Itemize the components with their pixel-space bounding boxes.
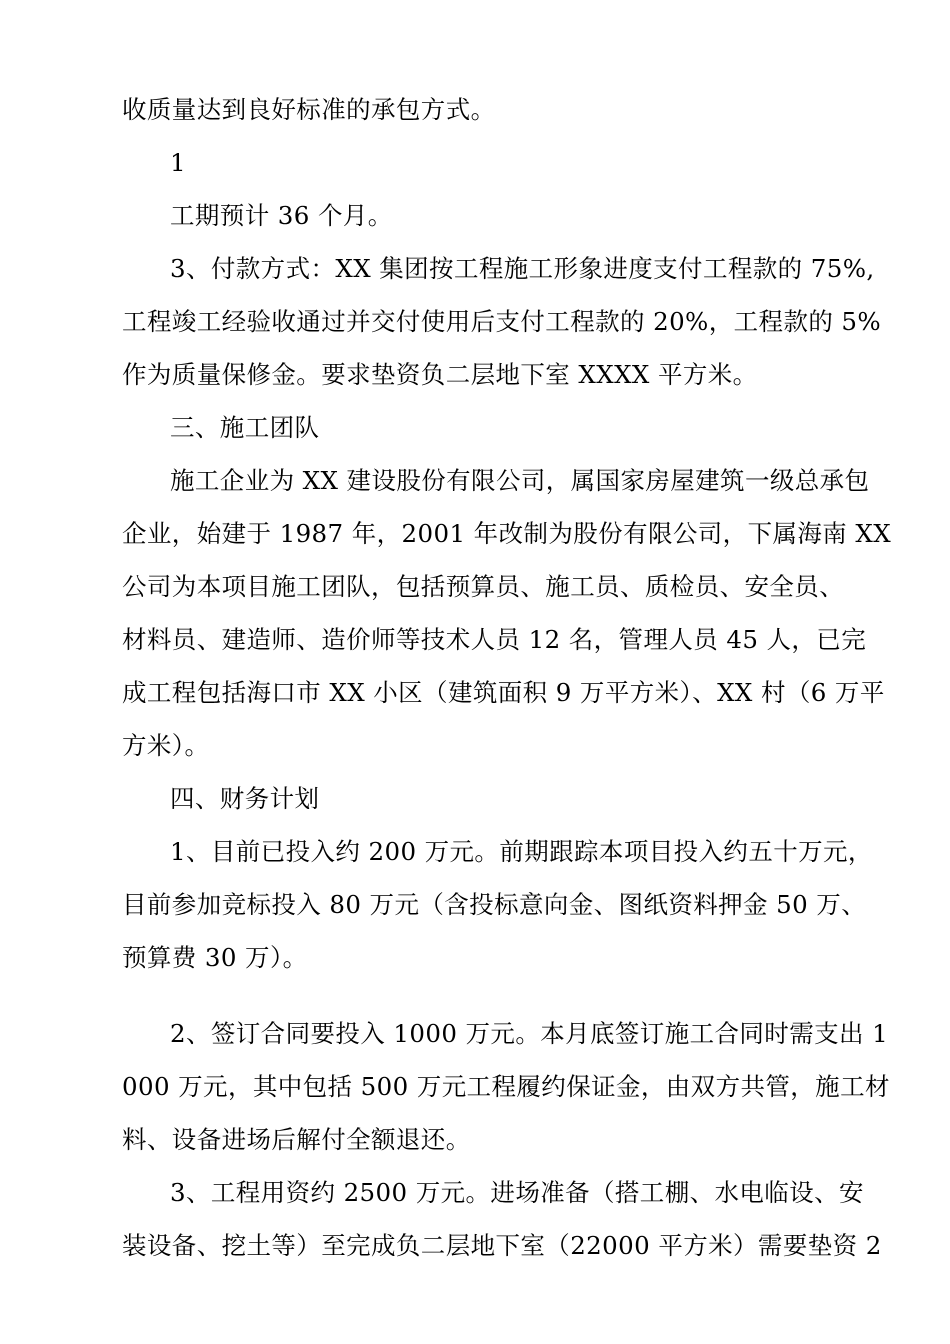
- paragraph-line: 施工企业为 XX 建设股份有限公司，属国家房屋建筑一级总承包: [170, 466, 870, 495]
- paragraph-line: 公司为本项目施工团队，包括预算员、施工员、质检员、安全员、: [122, 572, 845, 601]
- paragraph-line: 3、工程用资约 2500 万元。进场准备（搭工棚、水电临设、安: [170, 1178, 864, 1207]
- paragraph-line: 2、签订合同要投入 1000 万元。本月底签订施工合同时需支出 1: [170, 1019, 889, 1048]
- section-heading: 三、施工团队: [170, 413, 320, 442]
- paragraph-line: 作为质量保修金。要求垫资负二层地下室 XXXX 平方米。: [122, 360, 758, 389]
- paragraph-line: 1、目前已投入约 200 万元。前期跟踪本项目投入约五十万元，: [170, 837, 873, 866]
- paragraph-line: 料、设备进场后解付全额退还。: [122, 1125, 471, 1154]
- paragraph-line: 方米）。: [122, 731, 210, 760]
- paragraph-line: 收质量达到良好标准的承包方式。: [122, 95, 496, 124]
- paragraph-line: 装设备、挖土等）至完成负二层地下室（22000 平方米）需要垫资 2: [122, 1231, 882, 1260]
- paragraph-line: 工程竣工经验收通过并交付使用后支付工程款的 20%，工程款的 5%: [122, 307, 882, 336]
- paragraph-line: 目前参加竞标投入 80 万元（含投标意向金、图纸资料押金 50 万、: [122, 890, 867, 919]
- paragraph-line: 成工程包括海口市 XX 小区（建筑面积 9 万平方米）、XX 村（6 万平: [122, 678, 885, 707]
- paragraph-line: 企业，始建于 1987 年，2001 年改制为股份有限公司，下属海南 XX: [122, 519, 892, 548]
- page-number: 1: [170, 148, 186, 177]
- section-heading: 四、财务计划: [170, 784, 320, 813]
- paragraph-line: 材料员、建造师、造价师等技术人员 12 名，管理人员 45 人，已完: [122, 625, 867, 654]
- paragraph-line: 3、付款方式：XX 集团按工程施工形象进度支付工程款的 75%,: [170, 254, 875, 283]
- paragraph-line: 预算费 30 万）。: [122, 943, 308, 972]
- paragraph-line: 000 万元，其中包括 500 万元工程履约保证金，由双方共管，施工材: [122, 1072, 890, 1101]
- paragraph-line: 工期预计 36 个月。: [170, 201, 393, 230]
